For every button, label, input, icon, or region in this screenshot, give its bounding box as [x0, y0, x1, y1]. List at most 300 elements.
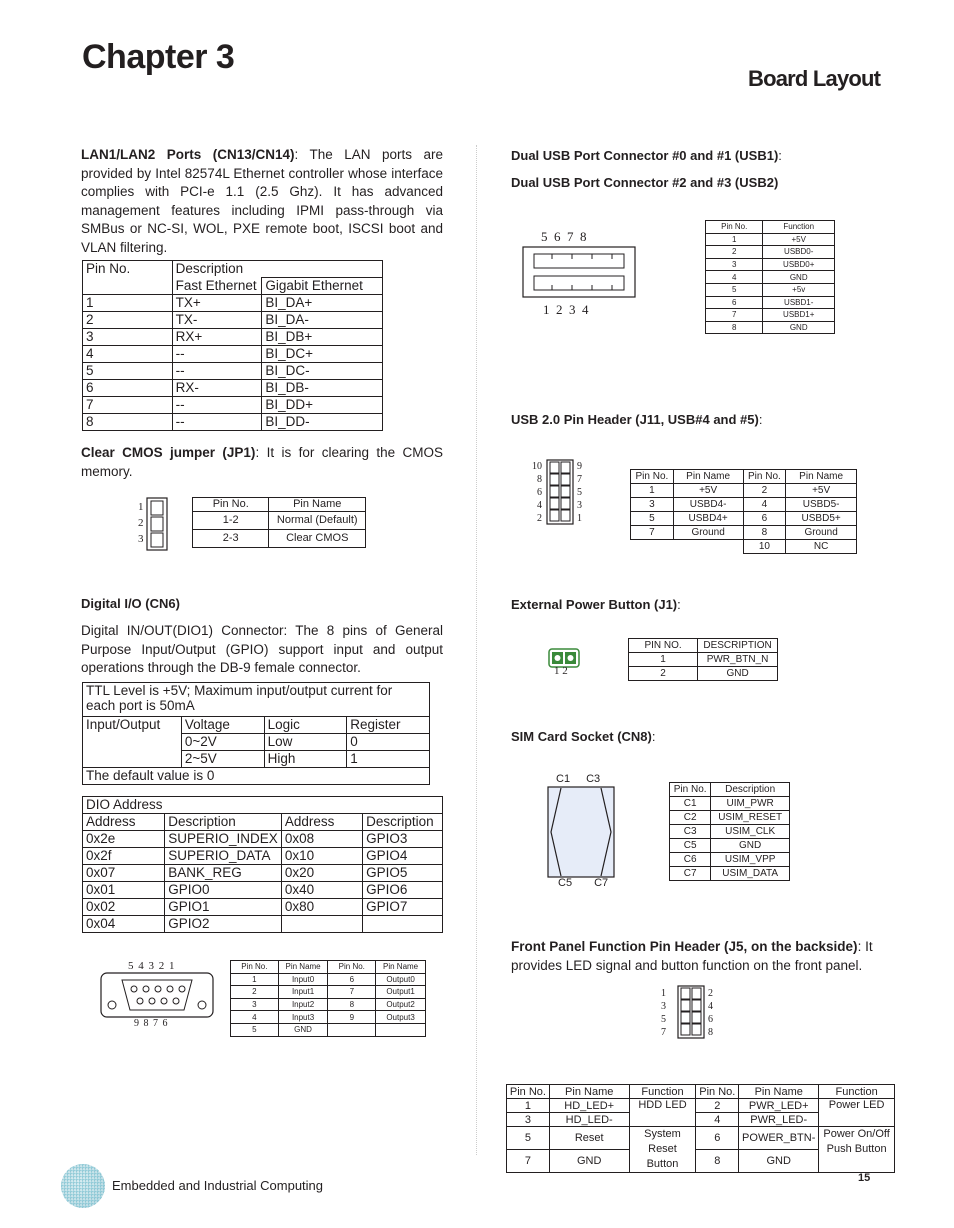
- cell: 6: [706, 296, 763, 309]
- cell: Pin No.: [696, 1085, 739, 1099]
- cell: 3: [631, 498, 674, 512]
- lan-header-fast: Fast Ethernet: [172, 278, 262, 295]
- addr-title: DIO Address: [83, 797, 443, 814]
- power-btn-title-text: External Power Button (J1): [511, 597, 678, 612]
- cell: Address: [281, 814, 362, 831]
- cell: C2: [670, 811, 711, 825]
- cell: 0x04: [83, 916, 165, 933]
- table-row: [706, 233, 835, 246]
- io-label: Input/Output: [83, 717, 182, 768]
- cell: Function: [629, 1085, 696, 1099]
- cell: 4: [83, 346, 173, 363]
- cell: USBD1-: [763, 296, 835, 309]
- table-row: [83, 768, 430, 785]
- cell: Output2: [376, 998, 426, 1011]
- sim-top-labels: [556, 773, 600, 785]
- cell: 4: [696, 1113, 739, 1127]
- cmos-text: : It is for clearing the CMOS memory.: [81, 445, 444, 479]
- table-row: [231, 998, 426, 1011]
- cell: POWER_BTN-: [739, 1127, 819, 1150]
- cell: BI_DD-: [262, 414, 383, 431]
- front-panel-right-pins: [708, 987, 713, 1039]
- cell: +5V: [763, 233, 835, 246]
- dio-title: Digital I/O (CN6): [81, 596, 180, 611]
- power-btn-title-suffix: :: [677, 597, 681, 612]
- cell: C3: [670, 825, 711, 839]
- cell: 8: [743, 526, 786, 540]
- cell: Pin No.: [507, 1085, 550, 1099]
- usb-connector-icon: [522, 246, 636, 298]
- table-row: [706, 283, 835, 296]
- cell: 1: [629, 653, 698, 667]
- cell: [673, 540, 743, 554]
- table-header: [706, 221, 835, 234]
- table-row: [231, 986, 426, 999]
- cell: Pin No.: [743, 470, 786, 484]
- table-row: [83, 848, 443, 865]
- table-row: [231, 973, 426, 986]
- table-row: [706, 321, 835, 334]
- cell: BI_DC-: [262, 363, 383, 380]
- table-row: [670, 811, 790, 825]
- cell: USIM_DATA: [711, 867, 790, 881]
- column-divider: [476, 145, 477, 1155]
- cell: GND: [278, 1023, 328, 1036]
- lan-paragraph: [81, 146, 443, 257]
- table-row: [83, 831, 443, 848]
- cell: USBD5-: [786, 498, 857, 512]
- lan-header-gig: Gigabit Ethernet: [262, 278, 383, 295]
- cell: GND: [739, 1150, 819, 1173]
- cell: C1: [670, 797, 711, 811]
- pin-label: 1: [661, 988, 666, 999]
- cell: 6: [328, 973, 376, 986]
- table-row: [83, 329, 383, 346]
- cell: USBD0+: [763, 258, 835, 271]
- cell: GPIO4: [363, 848, 443, 865]
- dio-address-table: [82, 796, 443, 933]
- pin-label: 8: [537, 474, 542, 485]
- cell: BI_DA-: [262, 312, 383, 329]
- cell: Description: [363, 814, 443, 831]
- table-row: [631, 498, 857, 512]
- table-row: [83, 882, 443, 899]
- table-row: [507, 1127, 895, 1150]
- lan-header-row: [83, 261, 383, 278]
- cell: 2~5V: [181, 751, 264, 768]
- lan-header-pin: Pin No.: [83, 261, 173, 295]
- cell: Pin Name: [739, 1085, 819, 1099]
- pin-label: 5: [577, 487, 582, 498]
- db9-bottom-labels: 9 8 7 6: [134, 1018, 169, 1029]
- cell: 7: [507, 1150, 550, 1173]
- cell: Ground: [673, 526, 743, 540]
- cell: 2: [743, 484, 786, 498]
- cell: GND: [549, 1150, 629, 1173]
- func-line: Button: [646, 1158, 679, 1170]
- cell: PWR_BTN_N: [698, 653, 778, 667]
- cell: +5V: [673, 484, 743, 498]
- cmos-title: Clear CMOS jumper (JP1): [81, 445, 256, 460]
- sim-bottom-labels: [558, 877, 608, 889]
- footer-text: Embedded and Industrial Computing: [112, 1178, 324, 1193]
- cell: 2: [231, 986, 279, 999]
- cell: TX-: [172, 312, 262, 329]
- cell: USBD0-: [763, 246, 835, 259]
- cell: HD_LED-: [549, 1113, 629, 1127]
- table-row: [670, 853, 790, 867]
- front-panel-left-pins: [661, 987, 666, 1039]
- cell: 4: [743, 498, 786, 512]
- front-panel-table: [506, 1084, 895, 1173]
- cell: GPIO0: [165, 882, 282, 899]
- cell: USIM_RESET: [711, 811, 790, 825]
- pin-label: 10: [532, 461, 542, 472]
- cell: PWR_LED+: [739, 1099, 819, 1113]
- cell: 8: [83, 414, 173, 431]
- lan-table: [82, 260, 383, 431]
- cell: PIN NO.: [629, 639, 698, 653]
- cell: BI_DB+: [262, 329, 383, 346]
- table-header: [631, 470, 857, 484]
- cell: Output0: [376, 973, 426, 986]
- pin-label: 3: [138, 533, 144, 545]
- cell: --: [172, 414, 262, 431]
- cell: 8: [328, 998, 376, 1011]
- cmos-paragraph: [81, 444, 443, 481]
- cell: 0x80: [281, 899, 362, 916]
- pin-label: 1: [577, 513, 582, 524]
- cell: GPIO5: [363, 865, 443, 882]
- ttl-line: TTL Level is +5V; Maximum input/output current for: [86, 683, 393, 698]
- cell: --: [172, 346, 262, 363]
- table-row: [83, 916, 443, 933]
- sim-table: [669, 782, 790, 881]
- cell: GPIO3: [363, 831, 443, 848]
- table-row: [193, 512, 366, 530]
- cell: BI_DC+: [262, 346, 383, 363]
- usb-dual-title-1-suffix: :: [778, 148, 782, 163]
- pin-label: 2: [537, 513, 542, 524]
- table-row: [83, 414, 383, 431]
- table-row: [670, 797, 790, 811]
- pin-label: 2: [708, 988, 713, 999]
- cell: +5v: [763, 283, 835, 296]
- cell: 0x02: [83, 899, 165, 916]
- table-row: [631, 484, 857, 498]
- cell: Logic: [264, 717, 347, 734]
- table-row: [231, 1023, 426, 1036]
- ttl-note: [83, 683, 430, 717]
- cell: USIM_CLK: [711, 825, 790, 839]
- cell: 0x10: [281, 848, 362, 865]
- cell: 4: [706, 271, 763, 284]
- cell: [328, 1023, 376, 1036]
- cell: Pin No.: [328, 961, 376, 974]
- cell: Input0: [278, 973, 328, 986]
- cell: RX-: [172, 380, 262, 397]
- table-row: [629, 653, 778, 667]
- cell: 7: [706, 309, 763, 322]
- section-title: Board Layout: [748, 66, 881, 91]
- usb-top-pins: 5 6 7 8: [541, 229, 587, 244]
- cell: GND: [763, 271, 835, 284]
- db9-top-labels: 5 4 3 2 1: [128, 960, 176, 972]
- cell: 2: [706, 246, 763, 259]
- cmos-pin-labels: [138, 499, 144, 547]
- pin-label: 3: [577, 500, 582, 511]
- cell: Pin Name: [549, 1085, 629, 1099]
- cell: RX+: [172, 329, 262, 346]
- table-row: [631, 512, 857, 526]
- cell: 0x2f: [83, 848, 165, 865]
- cell: Input3: [278, 1011, 328, 1024]
- pin-label: 1: [138, 501, 144, 513]
- cell: GND: [763, 321, 835, 334]
- cell: GND: [698, 667, 778, 681]
- lan-header-desc: Description: [172, 261, 382, 278]
- usb-dual-title-1-text: Dual USB Port Connector #0 and #1 (USB1): [511, 148, 779, 163]
- cell: 1: [631, 484, 674, 498]
- table-row: [706, 296, 835, 309]
- cell: GPIO1: [165, 899, 282, 916]
- cell: --: [172, 363, 262, 380]
- cell: --: [172, 397, 262, 414]
- front-panel-paragraph: [511, 938, 873, 975]
- cell: Normal (Default): [269, 512, 366, 530]
- table-row: [706, 258, 835, 271]
- cell: Pin Name: [786, 470, 857, 484]
- cell: Pin No.: [193, 498, 269, 512]
- cell: 0~2V: [181, 734, 264, 751]
- table-row: [193, 530, 366, 548]
- table-row: [629, 667, 778, 681]
- front-panel-title: Front Panel Function Pin Header (J5, on the backside): [511, 939, 858, 954]
- cell: Voltage: [181, 717, 264, 734]
- pin-label: 3: [661, 1001, 666, 1012]
- table-row: [706, 309, 835, 322]
- cell: Output3: [376, 1011, 426, 1024]
- lan-text: : The LAN ports are provided by Intel 82574L Ethernet controller whose interface complies with PCI-e 1.1 (2.5 Ghz). It has advanced management features including IPMI pass-through via SMBus or NC-SI, WOL, PXE remote boot, ISCSI boot and VLAN filtering.: [81, 147, 444, 255]
- dio-ttl-table: [82, 682, 430, 785]
- cell: 1-2: [193, 512, 269, 530]
- front-panel-pin-header-icon: [677, 985, 705, 1039]
- cell: 3: [83, 329, 173, 346]
- cell: [376, 1023, 426, 1036]
- cell: USBD4+: [673, 512, 743, 526]
- cell: SUPERIO_INDEX: [165, 831, 282, 848]
- cell: Pin No.: [670, 783, 711, 797]
- sim-label: C3: [586, 773, 601, 785]
- cell: 8: [706, 321, 763, 334]
- table-row: [631, 526, 857, 540]
- sim-title-text: SIM Card Socket (CN8): [511, 729, 652, 744]
- table-row: [83, 797, 443, 814]
- cell: NC: [786, 540, 857, 554]
- cell: GPIO6: [363, 882, 443, 899]
- usb-dual-title-1: [511, 148, 782, 163]
- cell: USBD5+: [786, 512, 857, 526]
- cell: Input2: [278, 998, 328, 1011]
- table-row: [83, 683, 430, 717]
- usb-header-title-suffix: :: [758, 412, 763, 427]
- cell: 4: [231, 1011, 279, 1024]
- cell: [819, 1127, 895, 1173]
- usb-header-table: [630, 469, 857, 554]
- cell: C6: [670, 853, 711, 867]
- table-row: [83, 346, 383, 363]
- cell: Address: [83, 814, 165, 831]
- cell: DESCRIPTION: [698, 639, 778, 653]
- db9-connector-icon: [100, 972, 214, 1018]
- table-row: [706, 246, 835, 259]
- cell: Pin No.: [706, 221, 763, 234]
- cell: Pin Name: [278, 961, 328, 974]
- cell: Function: [819, 1085, 895, 1099]
- pin-label: 7: [577, 474, 582, 485]
- cmos-table: [192, 497, 366, 548]
- cell: 2: [696, 1099, 739, 1113]
- table-row: [83, 717, 430, 734]
- sim-title-suffix: :: [651, 729, 656, 744]
- cell: 0x07: [83, 865, 165, 882]
- cell: [631, 540, 674, 554]
- cell: 0x01: [83, 882, 165, 899]
- cell: BI_DA+: [262, 295, 383, 312]
- table-row: [631, 540, 857, 554]
- cell: UIM_PWR: [711, 797, 790, 811]
- table-row: [83, 295, 383, 312]
- cell: HD_LED+: [549, 1099, 629, 1113]
- sim-label: C1: [556, 773, 571, 785]
- pin-label: 4: [537, 500, 542, 511]
- func-line: System Reset: [644, 1128, 681, 1155]
- pin-label: 6: [708, 1014, 713, 1025]
- cell: 3: [706, 258, 763, 271]
- cell: Pin Name: [376, 961, 426, 974]
- cell: Pin No.: [231, 961, 279, 974]
- dio-pin-table: [230, 960, 426, 1037]
- pin-label: 8: [708, 1027, 713, 1038]
- cell: GND: [711, 839, 790, 853]
- cell: GPIO2: [165, 916, 282, 933]
- cell: 6: [696, 1127, 739, 1150]
- ttl-line: each port is 50mA: [86, 698, 195, 713]
- table-header: [231, 961, 426, 974]
- default-note: The default value is 0: [83, 768, 430, 785]
- cell: 5: [231, 1023, 279, 1036]
- jumper-jp1-icon: [146, 497, 168, 551]
- cell: Ground: [786, 526, 857, 540]
- chapter-title: Chapter 3: [82, 38, 235, 76]
- table-row: [83, 899, 443, 916]
- cell: SUPERIO_DATA: [165, 848, 282, 865]
- cell: 7: [328, 986, 376, 999]
- power-btn-table: [628, 638, 778, 681]
- table-row: [83, 312, 383, 329]
- sim-label: C5: [558, 877, 573, 889]
- table-row: [231, 1011, 426, 1024]
- cell: 6: [743, 512, 786, 526]
- cell: C5: [670, 839, 711, 853]
- cell: Clear CMOS: [269, 530, 366, 548]
- cell: Register: [347, 717, 430, 734]
- table-row: [670, 867, 790, 881]
- cell: 1: [507, 1099, 550, 1113]
- cell: 5: [507, 1127, 550, 1150]
- cell: BI_DD+: [262, 397, 383, 414]
- cell: 2-3: [193, 530, 269, 548]
- cell: Reset: [549, 1127, 629, 1150]
- cell: 5: [706, 283, 763, 296]
- cell: +5V: [786, 484, 857, 498]
- cell: USBD1+: [763, 309, 835, 322]
- lan-title: LAN1/LAN2 Ports (CN13/CN14): [81, 147, 295, 162]
- cell: [363, 916, 443, 933]
- table-row: [83, 363, 383, 380]
- cell: 0: [347, 734, 430, 751]
- cell: 7: [83, 397, 173, 414]
- cell: C7: [670, 867, 711, 881]
- cell: 1: [231, 973, 279, 986]
- func-line: Power On/Off: [823, 1128, 890, 1140]
- cell: 9: [328, 1011, 376, 1024]
- cell: HDD LED: [629, 1099, 696, 1127]
- cell: [281, 916, 362, 933]
- front-panel-text: : It provides LED signal and button function on the front panel.: [511, 939, 873, 973]
- table-header: [83, 814, 443, 831]
- table-row: [507, 1099, 895, 1113]
- table-row: [670, 825, 790, 839]
- cell: 10: [743, 540, 786, 554]
- usb-header-right-pins: [577, 460, 582, 525]
- cell: 3: [507, 1113, 550, 1127]
- cell: 3: [231, 998, 279, 1011]
- table-header: [193, 498, 366, 512]
- cell: Function: [763, 221, 835, 234]
- pin-label: 9: [577, 461, 582, 472]
- cell: 1: [83, 295, 173, 312]
- table-header: [629, 639, 778, 653]
- cell: 0x40: [281, 882, 362, 899]
- usb-pin-header-icon: [546, 459, 574, 525]
- usb-dual-title-2: Dual USB Port Connector #2 and #3 (USB2): [511, 175, 779, 190]
- cell: Power LED: [819, 1099, 895, 1127]
- cell: 6: [83, 380, 173, 397]
- sim-title: [511, 729, 656, 744]
- cell: USIM_VPP: [711, 853, 790, 867]
- usb-bottom-pins: 1 2 3 4: [543, 302, 589, 317]
- sim-socket-icon: [547, 786, 615, 878]
- cell: Pin No.: [631, 470, 674, 484]
- table-header: [507, 1085, 895, 1099]
- cell: 2: [83, 312, 173, 329]
- table-row: [83, 865, 443, 882]
- cell: BANK_REG: [165, 865, 282, 882]
- power-btn-pin-labels: 1 2: [554, 665, 568, 677]
- cell: 8: [696, 1150, 739, 1173]
- cell: TX+: [172, 295, 262, 312]
- cell: 0x2e: [83, 831, 165, 848]
- cell: Description: [711, 783, 790, 797]
- pin-label: 7: [661, 1027, 666, 1038]
- cell: USBD4-: [673, 498, 743, 512]
- cell: Description: [165, 814, 282, 831]
- cell: 1: [706, 233, 763, 246]
- page-number: 15: [858, 1172, 871, 1184]
- cell: Input1: [278, 986, 328, 999]
- usb-dual-table: [705, 220, 835, 334]
